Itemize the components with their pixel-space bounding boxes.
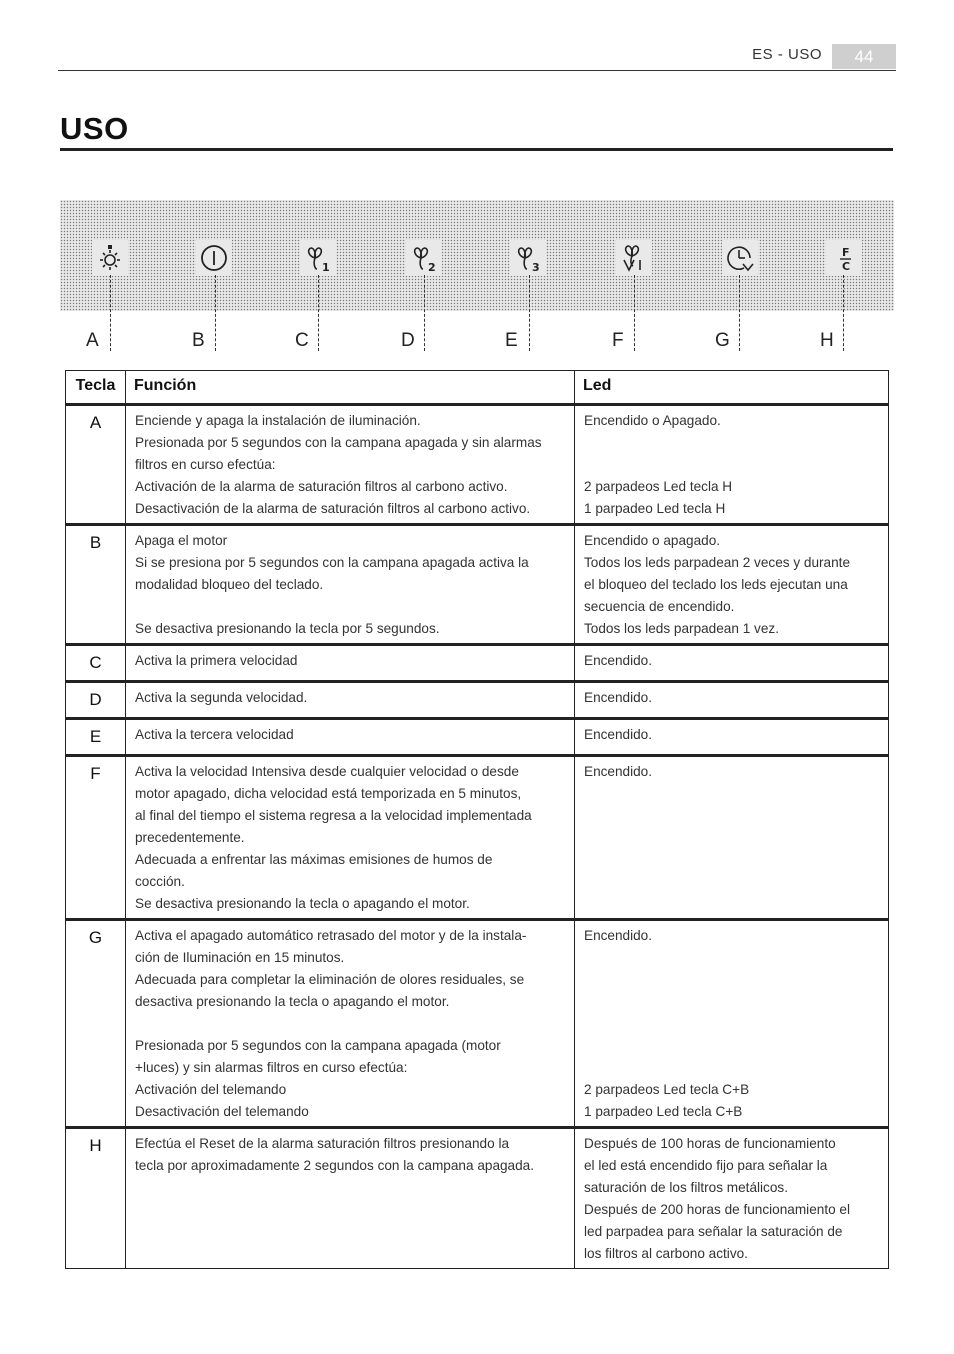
led-line xyxy=(584,991,880,1013)
row-led xyxy=(575,405,889,525)
row-key: F xyxy=(66,756,126,920)
funcion-line: Si se presiona por 5 segundos con la campana apagada activa la xyxy=(135,555,529,570)
control-panel xyxy=(60,200,894,311)
leader-line-b xyxy=(215,275,216,351)
fan-intensive-icon xyxy=(616,240,652,276)
led-line: Todos los leds parpadean 1 vez. xyxy=(584,621,779,636)
key-label-a: A xyxy=(86,330,99,351)
row-key: B xyxy=(66,525,126,645)
led-line: Después de 200 horas de funcionamiento el xyxy=(584,1202,851,1217)
funcion-line: Efectúa el Reset de la alarma saturación filtros presionando la xyxy=(135,1136,510,1151)
speed-2-mark: 2 xyxy=(428,261,436,274)
filter-mark-c: C xyxy=(842,260,851,273)
funcion-line: Adecuada a enfrentar las máximas emisiones de humos de xyxy=(135,852,493,867)
speed-1-mark: 1 xyxy=(322,261,330,274)
row-key: G xyxy=(66,920,126,1128)
led-line: Encendido o apagado. xyxy=(584,533,721,548)
funcion-line: Activa la tercera velocidad xyxy=(135,727,294,742)
funcion-line: tecla por aproximadamente 2 segundos con la campana apagada. xyxy=(135,1158,535,1173)
leader-line-a xyxy=(110,275,111,351)
led-line xyxy=(584,947,880,969)
funcion-line: Apaga el motor xyxy=(135,533,228,548)
key-label-d: D xyxy=(401,330,415,351)
led-line: Encendido o Apagado. xyxy=(584,413,721,428)
led-line: 1 parpadeo Led tecla C+B xyxy=(584,1104,743,1119)
key-label-h: H xyxy=(820,330,834,351)
funcion-line: al final del tiempo el sistema regresa a la velocidad implementada xyxy=(135,808,532,823)
key-label-e: E xyxy=(505,330,518,351)
funcion-line: Activa la velocidad Intensiva desde cualquier velocidad o desde xyxy=(135,764,519,779)
led-line: 2 parpadeos Led tecla H xyxy=(584,479,733,494)
funcion-line: Se desactiva presionando la tecla por 5 segundos. xyxy=(135,621,440,636)
speed-3-mark: 3 xyxy=(532,261,540,274)
table-row xyxy=(66,525,889,645)
key-label-b: B xyxy=(192,330,205,351)
led-line: Encendido. xyxy=(584,653,653,668)
leader-line-e xyxy=(529,275,530,351)
page-title: USO xyxy=(60,111,129,146)
page-number: 44 xyxy=(832,44,896,69)
power-icon xyxy=(196,240,232,276)
header-led: Led xyxy=(575,371,889,405)
led-line: 2 parpadeos Led tecla C+B xyxy=(584,1082,750,1097)
funcion-line: Desactivación del telemando xyxy=(135,1104,309,1119)
led-line: el led está encendido fijo para señalar la xyxy=(584,1158,828,1173)
funcion-line: Presionada por 5 segundos con la campana apagada (motor xyxy=(135,1038,501,1053)
header-rule xyxy=(58,70,896,71)
leader-line-d xyxy=(424,275,425,351)
header-section-label: ES - USO xyxy=(752,46,822,63)
led-line xyxy=(584,1013,880,1035)
row-funcion xyxy=(126,525,575,645)
title-rule xyxy=(60,148,893,151)
table-header-row xyxy=(66,371,889,405)
row-led xyxy=(575,719,889,756)
funcion-line xyxy=(135,596,566,618)
fan-speed-2-icon xyxy=(406,240,442,276)
leader-line-g xyxy=(739,275,740,351)
row-led xyxy=(575,1128,889,1269)
table-row xyxy=(66,1128,889,1269)
funcion-line: Se desactiva presionando la tecla o apagando el motor. xyxy=(135,896,470,911)
row-funcion xyxy=(126,405,575,525)
key-label-c: C xyxy=(295,330,309,351)
row-led xyxy=(575,920,889,1128)
funcion-line: ción de Iluminación en 15 minutos. xyxy=(135,950,345,965)
funcion-line: desactiva presionando la tecla o apagando el motor. xyxy=(135,994,450,1009)
table-row xyxy=(66,682,889,719)
funcion-line: Enciende y apaga la instalación de iluminación. xyxy=(135,413,421,428)
led-line: Encendido. xyxy=(584,690,653,705)
row-led xyxy=(575,682,889,719)
funcion-line: modalidad bloqueo del teclado. xyxy=(135,577,324,592)
funcion-line: Activa la segunda velocidad. xyxy=(135,690,308,705)
light-bulb-icon xyxy=(92,240,128,276)
funcion-line: Activación del telemando xyxy=(135,1082,287,1097)
key-label-f: F xyxy=(612,330,624,351)
funcion-line: precedentemente. xyxy=(135,830,245,845)
funcion-line: Activa el apagado automático retrasado del motor y de la instala- xyxy=(135,928,527,943)
funcion-line xyxy=(135,1013,566,1035)
led-line: secuencia de encendido. xyxy=(584,599,735,614)
row-led xyxy=(575,756,889,920)
row-led xyxy=(575,645,889,682)
table-row xyxy=(66,645,889,682)
function-table xyxy=(65,370,889,1269)
led-line: el bloqueo del teclado los leds ejecutan una xyxy=(584,577,848,592)
led-line: 1 parpadeo Led tecla H xyxy=(584,501,726,516)
led-line xyxy=(584,1035,880,1057)
led-line: Encendido. xyxy=(584,727,653,742)
funcion-line: Desactivación de la alarma de saturación filtros al carbono activo. xyxy=(135,501,531,516)
filter-reset-icon xyxy=(826,240,862,276)
led-line xyxy=(584,969,880,991)
leader-line-h xyxy=(843,275,844,351)
header-tecla: Tecla xyxy=(66,371,126,405)
row-key: A xyxy=(66,405,126,525)
filter-mark-f: F xyxy=(842,246,850,259)
fan-speed-3-icon xyxy=(510,240,546,276)
led-line xyxy=(584,454,880,476)
row-funcion xyxy=(126,645,575,682)
row-key: D xyxy=(66,682,126,719)
funcion-line: cocción. xyxy=(135,874,185,889)
row-key: E xyxy=(66,719,126,756)
funcion-line: motor apagado, dicha velocidad está temporizada en 5 minutos, xyxy=(135,786,522,801)
row-key: C xyxy=(66,645,126,682)
led-line: saturación de los filtros metálicos. xyxy=(584,1180,788,1195)
key-label-g: G xyxy=(715,330,730,351)
funcion-line: Presionada por 5 segundos con la campana apagada y sin alarmas xyxy=(135,435,542,450)
table-row xyxy=(66,920,889,1128)
led-line: led parpadea para señalar la saturación de xyxy=(584,1224,843,1239)
led-line: Encendido. xyxy=(584,764,653,779)
row-led xyxy=(575,525,889,645)
timer-icon xyxy=(722,240,758,276)
fan-speed-1-icon xyxy=(300,240,336,276)
funcion-line: Activación de la alarma de saturación filtros al carbono activo. xyxy=(135,479,508,494)
row-key: H xyxy=(66,1128,126,1269)
funcion-line: +luces) y sin alarmas filtros en curso efectúa: xyxy=(135,1060,408,1075)
table-row xyxy=(66,405,889,525)
funcion-line: Activa la primera velocidad xyxy=(135,653,298,668)
row-funcion xyxy=(126,920,575,1128)
table-row xyxy=(66,756,889,920)
row-funcion xyxy=(126,682,575,719)
row-funcion xyxy=(126,719,575,756)
funcion-line: Adecuada para completar la eliminación de olores residuales, se xyxy=(135,972,525,987)
row-funcion xyxy=(126,1128,575,1269)
led-line: Después de 100 horas de funcionamiento xyxy=(584,1136,836,1151)
led-line xyxy=(584,432,880,454)
led-line: Todos los leds parpadean 2 veces y durante xyxy=(584,555,851,570)
funcion-line: filtros en curso efectúa: xyxy=(135,457,276,472)
led-line: Encendido. xyxy=(584,928,653,943)
table-row xyxy=(66,719,889,756)
led-line: los filtros al carbono activo. xyxy=(584,1246,748,1261)
leader-line-c xyxy=(318,275,319,351)
header-funcion: Función xyxy=(126,371,575,405)
row-funcion xyxy=(126,756,575,920)
leader-line-f xyxy=(634,275,635,351)
led-line xyxy=(584,1057,880,1079)
